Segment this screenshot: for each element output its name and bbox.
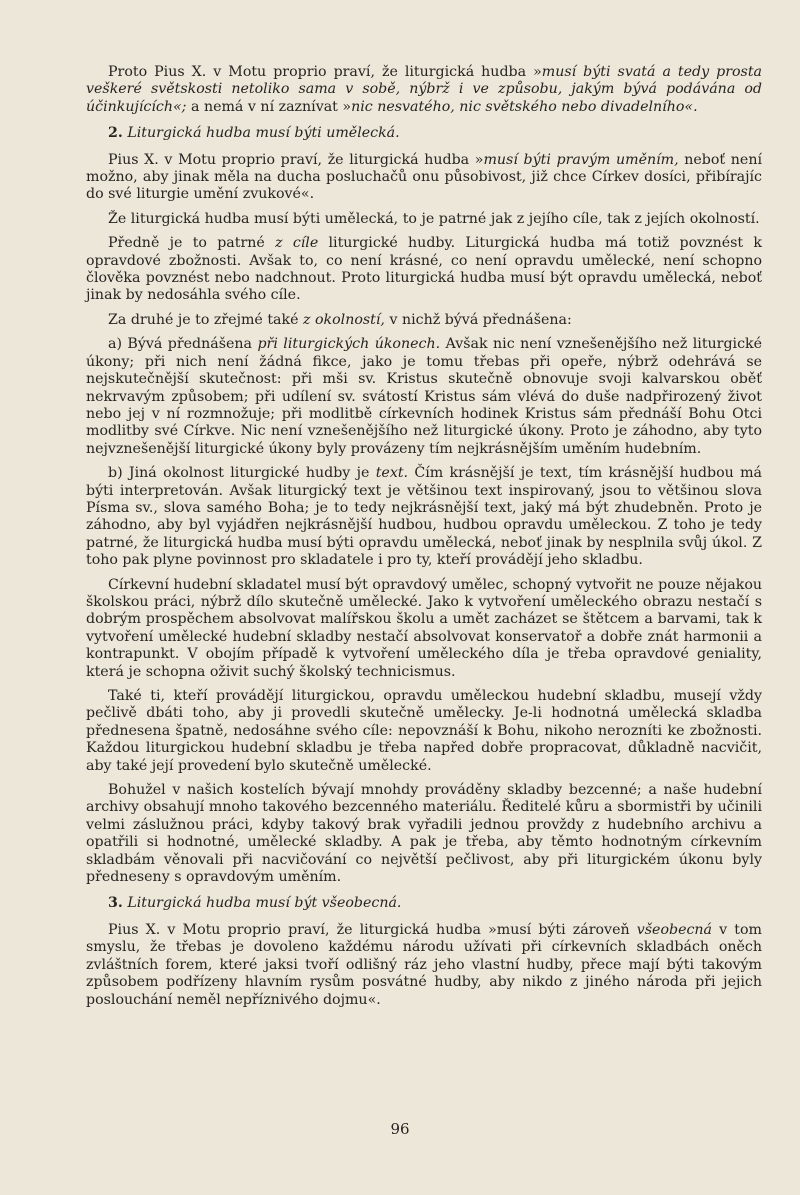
s2p6-pre: b) Jiná okolnost liturgické hudby je [108,465,376,482]
s3-paragraph-1 [86,922,762,1009]
s2p3-pre: Předně je to patrné [108,235,276,252]
intro-italic2: nic nesvatého, nic světského nebo divadelního«. [351,98,698,115]
s2p3-italic: z cíle [275,235,319,252]
s2p3-post: liturgické hudby. Liturgická hudba má totiž povznést k opravdové zbožnosti. Avšak to, co není krásné, co není opravdu umělecké, není schopno člověka povznést nebo nadchnout. Proto liturgická hudba musí být opravdu umělecká, neboť jinak by nedosáhla svého cíle. [86,235,762,304]
s3p1-post: v tom smyslu, že třebas je dovoleno každému národu užívati při církevních skladbách oněch zvláštních forem, které jaksi tvoří odlišný ráz jeho vlastní hudby, přece mají býti takovým způsobem podřízeny hlavním rysům posvátné hudby, aby nikdo z jiného národa při jejich poslouchání neměl nepříznivého dojmu«. [86,921,763,1008]
s3p1-italic: všeobecná [636,921,713,938]
s2-paragraph-6 [86,465,762,569]
s3p1-pre: Pius X. v Motu proprio praví, že liturgická hudba »musí býti zároveň [108,921,637,938]
intro-paragraph [86,64,762,116]
s2p6-post: Čím krásnější je text, tím krásnější hudbou má býti interpretován. Avšak liturgický text je většinou text inspirovaný, jsou to většinou slova Písma sv., slova samého Boha; je to tedy nejkrásnější text, jaký má být zhudebněn. Proto je záhodno, aby byl vyjádřen nejkrásnější hudbou, hudbou opravdu uměleckou. Z toho je tedy patrné, že liturgická hudba musí býti opravdu umělecká, neboť jinak by nesplnila svůj úkol. Z toho pak plyne povinnost pro skladatele i pro ty, kteří provádějí jeho skladbu. [86,465,762,569]
s2-paragraph-9: Bohužel v našich kostelích bývají mnohdy prováděny skladby bezcenné; a naše hudební archivy obsahují mnoho takového bezcenného materiálu. Ředitelé kůru a sbormistři by učinili velmi záslužnou práci, kdyby takový brak vyřadili jednou provždy z hudebního archivu a opatřili si hodnotné, umělecké skladby. A pak je třeba, aby těmto hodnotným církevním skladbám věnovali při nacvičování co největší pečlivost, aby při liturgickém úkonu byly předneseny s opravdovým uměním. [86,782,762,886]
s2p4-post: v nichž bývá přednášena: [384,311,572,328]
s2-paragraph-1 [86,152,762,204]
s2-paragraph-2: Že liturgická hudba musí býti umělecká, to je patrné jak z jejího cíle, tak z jejích okolností. [108,210,760,227]
section-2-title: Liturgická hudba musí býti umělecká. [127,125,400,142]
s2-paragraph-5 [86,336,762,458]
s2p1-pre: Pius X. v Motu proprio praví, že liturgická hudba » [108,151,484,168]
s2p4-italic: z okolností, [303,311,385,328]
s2p5-italic: při liturgických úkonech. [257,336,441,353]
s2-paragraph-3 [86,235,762,305]
s2p4-pre: Za druhé je to zřejmé také [108,311,304,328]
s2p1-italic: musí býti pravým uměním, [483,151,679,168]
s2p5-pre: a) Bývá přednášena [108,336,258,353]
intro-mid: a nemá v ní zaznívat » [186,98,352,115]
section-2-number: 2. [108,125,123,142]
s2-paragraph-4 [86,312,762,329]
section-3-heading [86,895,762,912]
s2p1-post: neboť není možno, aby jinak měla na ducha posluchačů onu působivost, již chce Církev dosíci, přibírajíc do své liturgie umění zvukové«. [86,151,762,203]
s2-paragraph-8: Také ti, kteří provádějí liturgickou, opravdu uměleckou hudební skladbu, musejí vždy pečlivě dbáti toho, aby ji provedli skutečně umělecky. Je-li hodnotná umělecká skladba přednesena špatně, nedosáhne svého cíle: nepovznáší k Bohu, nikoho nerozníti ke zbožnosti. Každou liturgickou hudební skladbu je třeba napřed dobře propracovat, důkladně nacvičit, aby také její provedení bylo skutečně umělecké. [86,688,762,774]
intro-pre: Proto Pius X. v Motu proprio praví, že liturgická hudba » [108,64,542,80]
s2p5-post: Avšak nic není vznešenějšího než liturgické úkony; při nich není žádná fikce, jako je tomu třebas při opeře, nýbrž odehrává se nejskutečnější skutečnost: při mši sv. Kristus skutečně obnovuje svoji kalvarskou oběť nekrvavým způsobem; při udílení sv. svátostí Kristus sám vlévá do duše nadpřirozený život nebo jej v ní rozmnožuje; při modlitbě církevních hodinek Kristus sám přednáší Bohu Otci modlitby své Církve. Nic není vznešenějšího než liturgické úkony. Proto je záhodno, aby tyto nejvznešenější liturgické úkony byly provázeny tím nejkrásnějším uměním hudebním. [86,336,763,457]
s2p6-italic: text. [375,465,409,482]
section-2-heading [86,125,762,142]
s2-paragraph-7: Církevní hudební skladatel musí být opravdový umělec, schopný vytvořit ne pouze nějakou školskou práci, nýbrž dílo skutečně umělecké. Jako k vytvoření uměleckého obrazu nestačí s dobrým prospěchem absolvovat malířskou školu a umět zacházet se štětcem a barvami, tak k vytvoření umělecké hudební skladby nestačí absolvovat konservatoř a dobře znát harmonii a kontrapunkt. V obojím případě k vytvoření uměleckého díla je třeba opravdové geniality, která je schopna oživit suchý školský technicismus. [86,576,762,680]
intro-italic: musí býti svatá a tedy prosta veškeré světskosti netoliko sama v sobě, nýbrž i ve způsobu, jakým bývá podávána od účinkujících«; [86,64,762,115]
page-body [86,64,762,1016]
section-3-title: Liturgická hudba musí být všeobecná. [127,895,402,912]
page-number: 96 [390,1120,410,1138]
section-3-number: 3. [108,895,123,912]
